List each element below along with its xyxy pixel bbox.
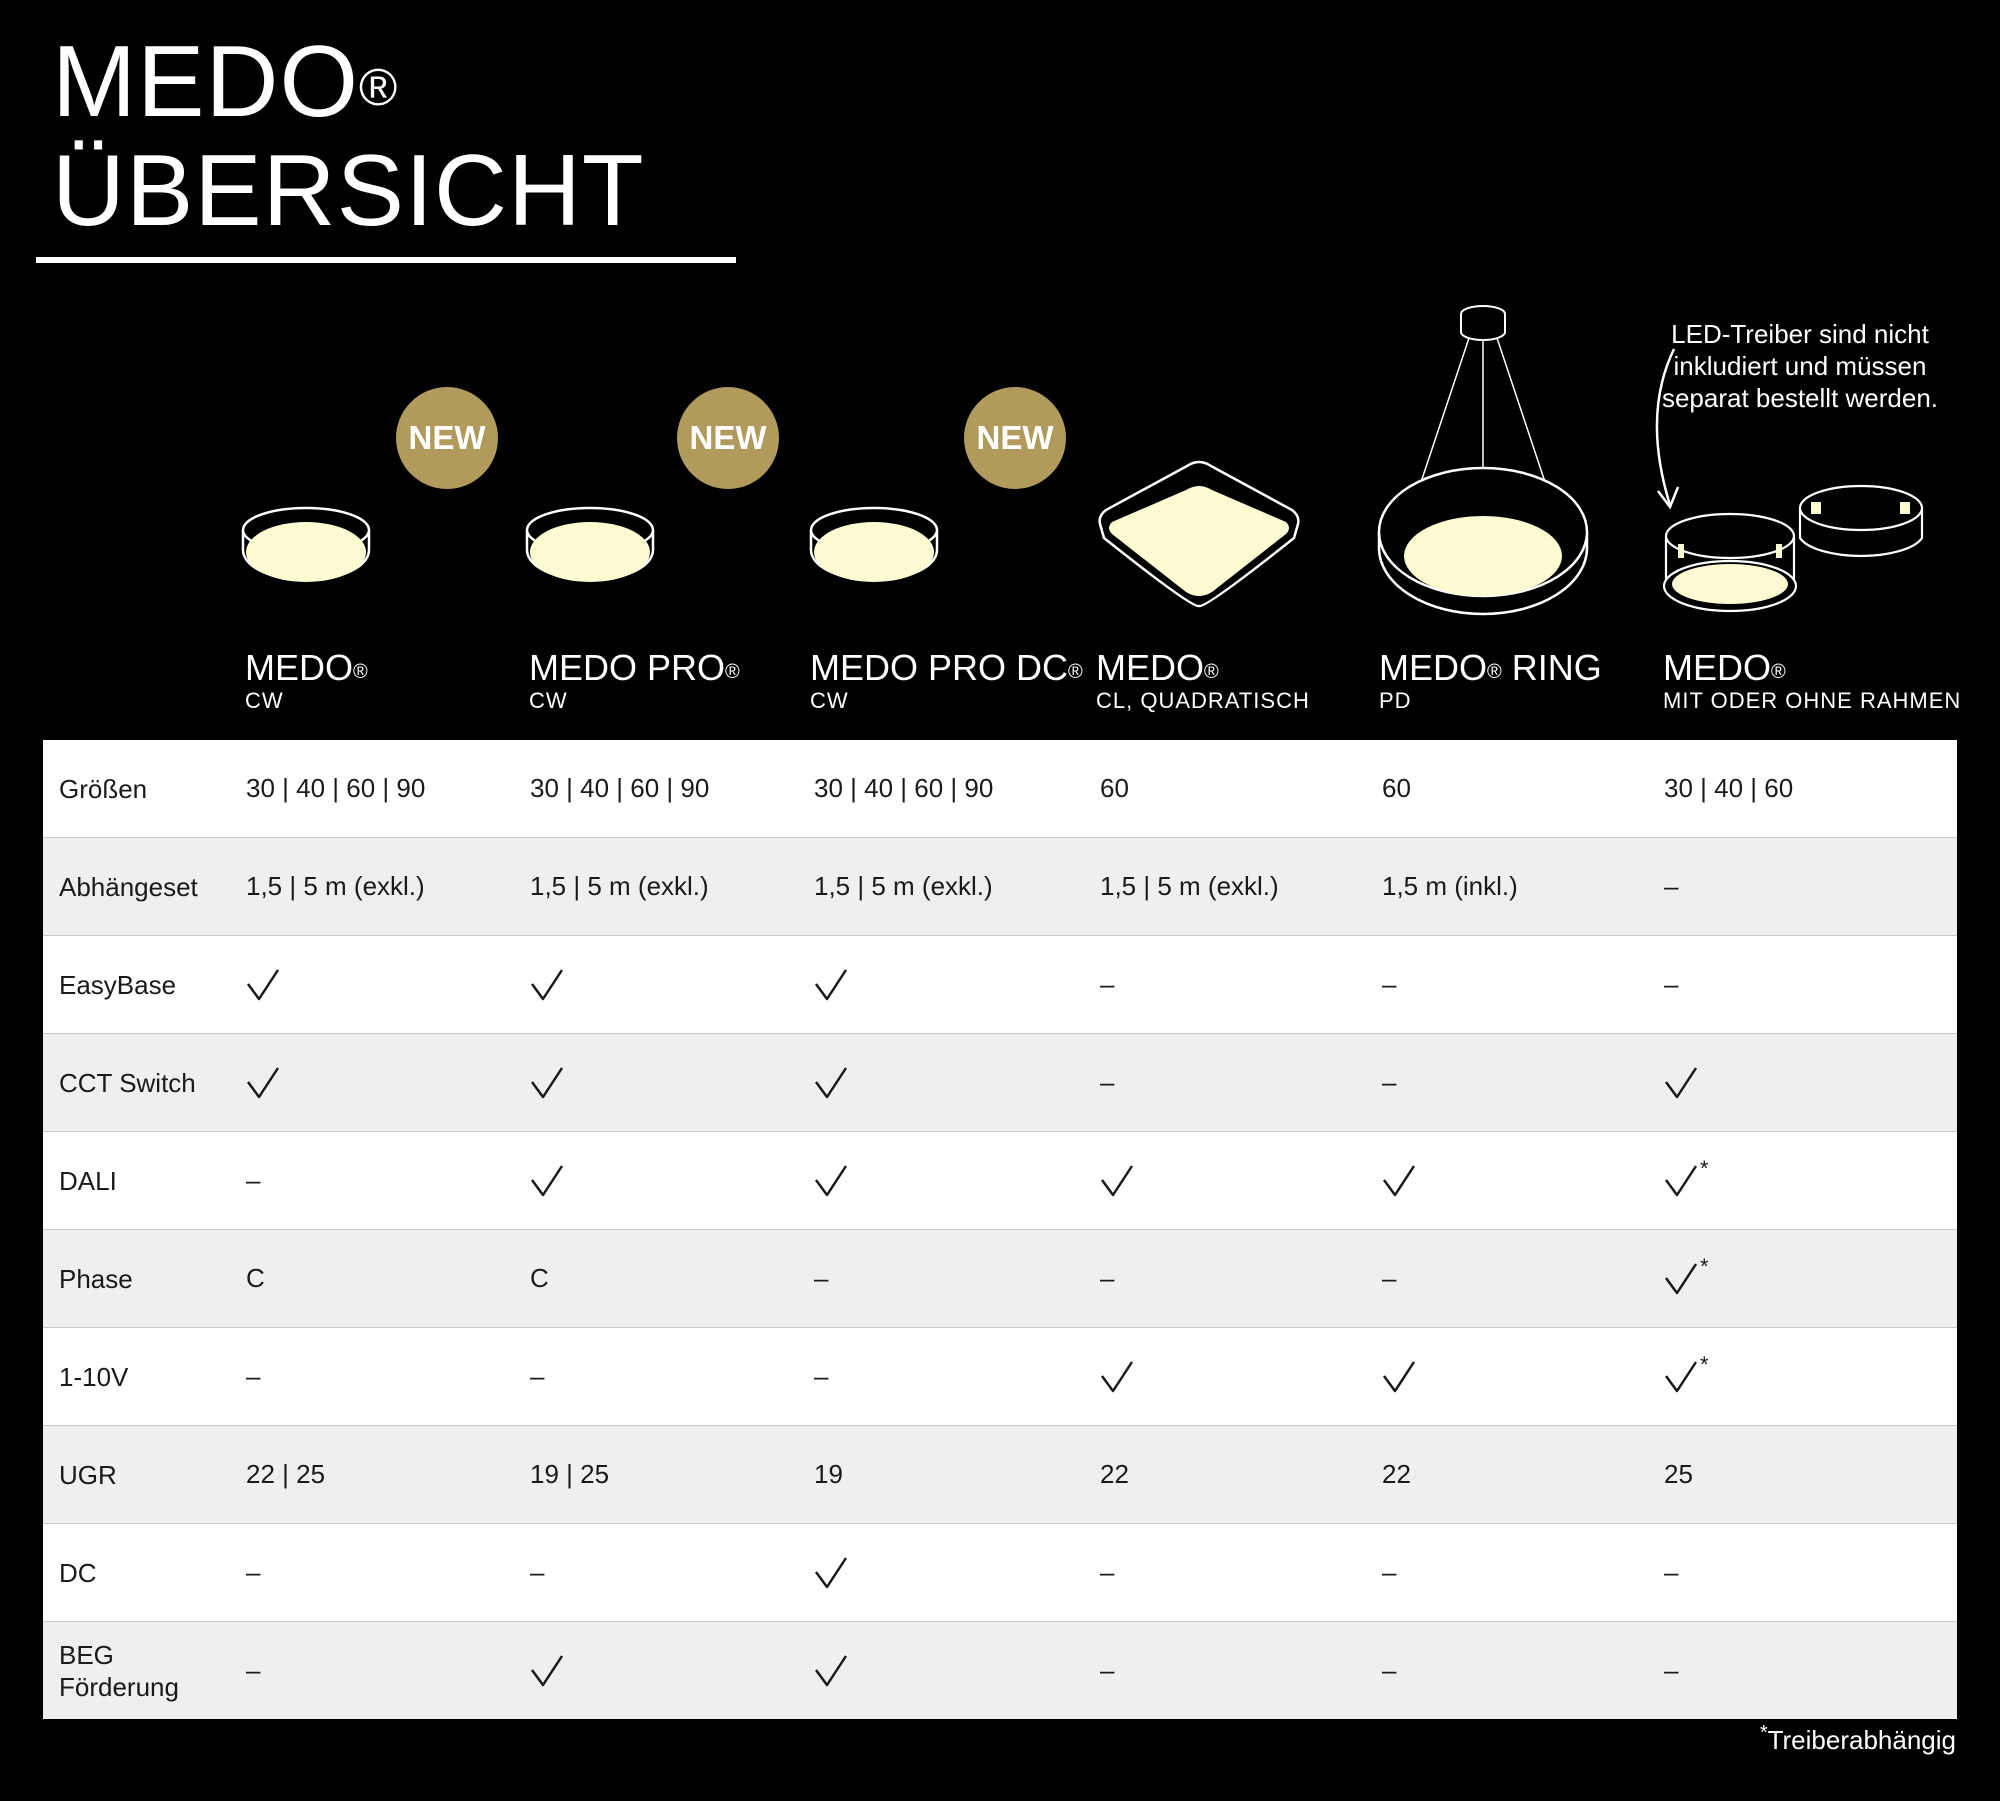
product-header-medo-pro-dc [810,648,1083,714]
table-cell: C [246,1263,265,1293]
asterisk-mark: * [1700,1351,1709,1377]
table-cell: – [246,1361,261,1391]
row-label: EasyBase [59,969,177,1000]
checkmark-icon [246,968,280,1002]
table-cell: – [530,1361,545,1391]
table-cell: – [530,1557,545,1587]
table-cell: 30 | 40 | 60 | 90 [246,773,426,803]
checkmark-icon [246,1066,280,1100]
table-cell [814,936,848,1033]
table-row [43,740,1957,837]
table-cell: – [1664,969,1679,999]
table-cell [814,1132,848,1229]
checkmark-icon [814,1556,848,1590]
table-cell: 22 | 25 [246,1459,326,1489]
driver-note: LED-Treiber sind nicht inkludiert und müssen separat bestellt werden. [1661,319,1939,413]
title-underline [36,257,736,263]
table-cell [530,936,564,1033]
table-cell [1100,1132,1134,1229]
medo-pro-cw-lamp-icon [524,494,656,588]
checkmark-icon [1382,1164,1416,1198]
row-label: DC [59,1557,97,1588]
checkmark-icon [530,1654,564,1688]
table-cell: – [1100,1655,1115,1685]
checkmark-icon [814,1164,848,1198]
product-header-medo-ring [1379,648,1602,714]
footnote [1759,1722,1956,1756]
checkmark-icon [814,1654,848,1688]
table-cell: 30 | 40 | 60 | 90 [814,773,994,803]
row-label: Abhängeset [59,871,198,902]
product-name: MEDO PRO [529,647,726,688]
checkmark-icon [530,1164,564,1198]
table-cell [530,1132,564,1229]
table-cell: – [246,1557,261,1587]
table-cell: – [1100,969,1115,999]
product-variant: CW [529,688,568,713]
medo-ring-pendant-lamp-icon [1375,300,1595,620]
table-cell: 30 | 40 | 60 | 90 [530,773,710,803]
table-cell: – [1382,1263,1397,1293]
footnote-mark: * [1759,1722,1768,1744]
asterisk-mark: * [1700,1155,1709,1181]
table-row [43,935,1957,1033]
checkmark-icon [814,968,848,1002]
asterisk-mark: * [1700,1253,1709,1279]
registered-mark: ® [1068,661,1083,683]
table-cell: – [1382,1067,1397,1097]
product-name: MEDO [245,647,353,688]
table-cell [1664,1328,1709,1425]
title-line2: ÜBERSICHT [52,135,645,247]
medo-pro-dc-lamp-icon [808,494,940,588]
product-header-medo-square [1096,648,1310,714]
table-cell: – [246,1165,261,1195]
product-header-medo [245,648,368,714]
registered-mark: ® [1204,661,1219,683]
table-cell: 19 [814,1459,843,1489]
checkmark-icon [1664,1262,1698,1296]
table-cell [530,1622,564,1719]
table-cell: C [530,1263,549,1293]
table-cell: 1,5 | 5 m (exkl.) [246,871,425,901]
new-badge-medo: NEW [396,387,498,489]
table-row [43,1229,1957,1327]
title-line1: MEDO [52,26,359,138]
new-badge-medo-pro: NEW [677,387,779,489]
table-cell: – [1100,1557,1115,1587]
table-row [43,1327,1957,1425]
table-cell [1100,1328,1134,1425]
table-cell [814,1034,848,1131]
table-cell: 60 [1382,773,1411,803]
table-cell: 1,5 | 5 m (exkl.) [814,871,993,901]
product-name-suffix: RING [1501,647,1602,688]
table-cell: 22 [1100,1459,1129,1489]
table-cell: – [1382,1557,1397,1587]
table-row [43,1523,1957,1621]
row-label: BEG Förderung [59,1639,179,1702]
product-header-medo-frame [1663,648,1961,714]
table-cell: – [1664,871,1679,901]
row-label: Größen [59,773,148,804]
table-cell: – [814,1361,829,1391]
row-label: CCT Switch [59,1067,196,1098]
table-cell: – [1382,1655,1397,1685]
registered-mark: ® [359,59,399,117]
medo-frame-lamp-icon [1660,478,1925,613]
table-cell: 60 [1100,773,1129,803]
product-variant: CW [810,688,849,713]
table-cell [1382,1328,1416,1425]
row-label: 1-10V [59,1361,129,1392]
table-cell: – [246,1655,261,1685]
table-cell: – [1664,1557,1679,1587]
table-row [43,837,1957,935]
checkmark-icon [530,1066,564,1100]
product-variant: CW [245,688,284,713]
table-cell [530,1034,564,1131]
page-title [52,28,645,246]
product-name: MEDO [1663,647,1771,688]
table-cell: – [1100,1263,1115,1293]
table-cell: – [814,1263,829,1293]
table-row [43,1131,1957,1229]
table-cell: – [1100,1067,1115,1097]
table-cell: 19 | 25 [530,1459,610,1489]
table-row [43,1425,1957,1523]
row-label: Phase [59,1263,133,1294]
row-label: DALI [59,1165,117,1196]
footnote-text: Treiberabhängig [1767,1725,1956,1755]
table-cell: – [1664,1655,1679,1685]
table-cell [814,1524,848,1621]
checkmark-icon [1664,1066,1698,1100]
registered-mark: ® [1771,661,1786,683]
checkmark-icon [1664,1164,1698,1198]
table-cell [1382,1132,1416,1229]
checkmark-icon [1100,1164,1134,1198]
table-cell: – [1382,969,1397,999]
product-variant: PD [1379,688,1412,713]
checkmark-icon [1382,1360,1416,1394]
product-name: MEDO [1096,647,1204,688]
new-badge-medo-pro-dc: NEW [964,387,1066,489]
product-variant: MIT ODER OHNE RAHMEN [1663,688,1962,713]
medo-square-lamp-icon [1094,458,1304,608]
table-cell: 22 [1382,1459,1411,1489]
checkmark-icon [1664,1360,1698,1394]
table-cell [246,1034,280,1131]
checkmark-icon [1100,1360,1134,1394]
registered-mark: ® [353,661,368,683]
checkmark-icon [530,968,564,1002]
medo-cw-lamp-icon [240,494,372,588]
table-cell [1664,1230,1709,1327]
product-header-medo-pro [529,648,740,714]
registered-mark: ® [725,661,740,683]
product-name: MEDO [1379,647,1487,688]
table-row [43,1621,1957,1719]
table-cell: 1,5 | 5 m (exkl.) [1100,871,1279,901]
table-cell: 1,5 | 5 m (exkl.) [530,871,709,901]
table-cell [1664,1132,1709,1229]
checkmark-icon [814,1066,848,1100]
table-cell: 30 | 40 | 60 [1664,773,1794,803]
table-row [43,1033,1957,1131]
table-cell [814,1622,848,1719]
comparison-table [43,740,1957,1719]
registered-mark: ® [1487,661,1502,683]
table-cell [1664,1034,1698,1131]
row-label: UGR [59,1459,117,1490]
table-cell [246,936,280,1033]
product-name: MEDO PRO DC [810,647,1069,688]
table-cell: 25 [1664,1459,1693,1489]
table-cell: 1,5 m (inkl.) [1382,871,1518,901]
product-variant: CL, QUADRATISCH [1096,688,1310,713]
